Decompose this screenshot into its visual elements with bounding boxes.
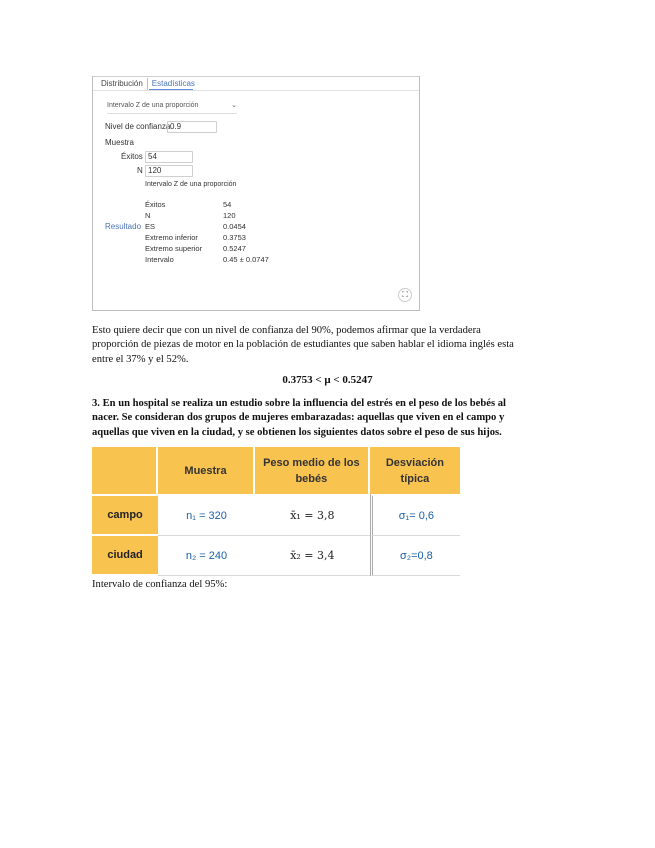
confidence-interval-label: Intervalo de confianza del 95%: <box>92 579 228 590</box>
table-row <box>92 536 460 576</box>
table-header-row <box>92 447 460 494</box>
cell-sample: n₁ = 320 <box>158 494 255 536</box>
problem-line: nacer. Se consideran dos grupos de mujeres embarazadas: aquellas que viven en el campo y <box>92 412 505 424</box>
paragraph-line: Esto quiere decir que con un nivel de confianza del 90%, podemos afirmar que la verdadera <box>92 325 481 336</box>
result-label: Resultado <box>105 222 142 231</box>
header-corner <box>92 447 158 494</box>
paragraph-line: entre el 37% y el 52%. <box>92 353 189 365</box>
tab-divider <box>93 90 419 91</box>
result-value: 0.3753 <box>223 233 246 242</box>
n-label: N <box>137 166 143 175</box>
header-mean-weight: Peso medio de los bebés <box>255 447 370 494</box>
result-key: ES <box>145 222 156 231</box>
n-input[interactable]: 120 <box>145 165 193 177</box>
result-key: Éxitos <box>145 200 166 209</box>
result-value: 0.5247 <box>223 244 246 253</box>
data-table <box>92 447 460 576</box>
problem-statement <box>92 397 572 440</box>
result-value: 54 <box>223 200 232 209</box>
header-sample: Muestra <box>158 447 255 494</box>
successes-label: Éxitos <box>121 152 143 161</box>
tab-distribution[interactable]: Distribución <box>101 79 143 88</box>
test-name: Intervalo Z de una proporción <box>145 181 237 188</box>
result-key: Extremo superior <box>145 244 203 253</box>
explanation-paragraph <box>92 324 572 367</box>
result-key: N <box>145 211 151 220</box>
cell-sample: n₂ = 240 <box>158 536 255 576</box>
result-value: 120 <box>223 211 236 220</box>
cell-mean: x̄₁ = 3,8 <box>255 494 370 536</box>
table-row <box>92 494 460 536</box>
result-value: 0.45 ± 0.0747 <box>223 255 269 264</box>
statistics-calculator-panel <box>92 76 420 311</box>
active-tab-indicator <box>149 89 193 90</box>
panel-top-border <box>93 76 419 77</box>
cell-sd: σ₂=0,8 <box>370 536 460 576</box>
confidence-label: Nivel de confianza <box>105 122 171 131</box>
paragraph-line: proporción de piezas de motor en la población de estudiantes que saben hablar el idioma inglés esta <box>92 339 514 351</box>
cell-sd: σ₁= 0,6 <box>370 494 460 536</box>
interval-formula: 0.3753 < μ < 0.5247 <box>282 374 373 386</box>
header-std-dev: Desviación típica <box>370 447 460 494</box>
problem-line: aquellas que viven en la ciudad, y se obtienen los siguientes datos sobre el peso de sus hijos. <box>92 426 502 438</box>
chevron-down-icon: ⌄ <box>231 102 237 109</box>
fullscreen-icon[interactable]: ⛶ <box>398 288 412 302</box>
problem-line: 3. En un hospital se realiza un estudio sobre la influencia del estrés en el peso de los bebés al <box>92 398 506 409</box>
tab-statistics[interactable]: Estadísticas <box>147 78 199 90</box>
row-group-label: ciudad <box>92 536 158 576</box>
cell-mean: x̄₂ = 3,4 <box>255 536 370 576</box>
row-group-label: campo <box>92 494 158 536</box>
confidence-input[interactable]: 0.9 <box>167 121 217 133</box>
procedure-select[interactable] <box>107 101 237 111</box>
successes-input[interactable]: 54 <box>145 151 193 163</box>
result-key: Intervalo <box>145 255 174 264</box>
procedure-select-value: Intervalo Z de una proporción <box>107 102 199 109</box>
sample-label: Muestra <box>105 138 134 147</box>
select-underline <box>107 113 237 114</box>
result-key: Extremo inferior <box>145 233 198 242</box>
result-value: 0.0454 <box>223 222 246 231</box>
